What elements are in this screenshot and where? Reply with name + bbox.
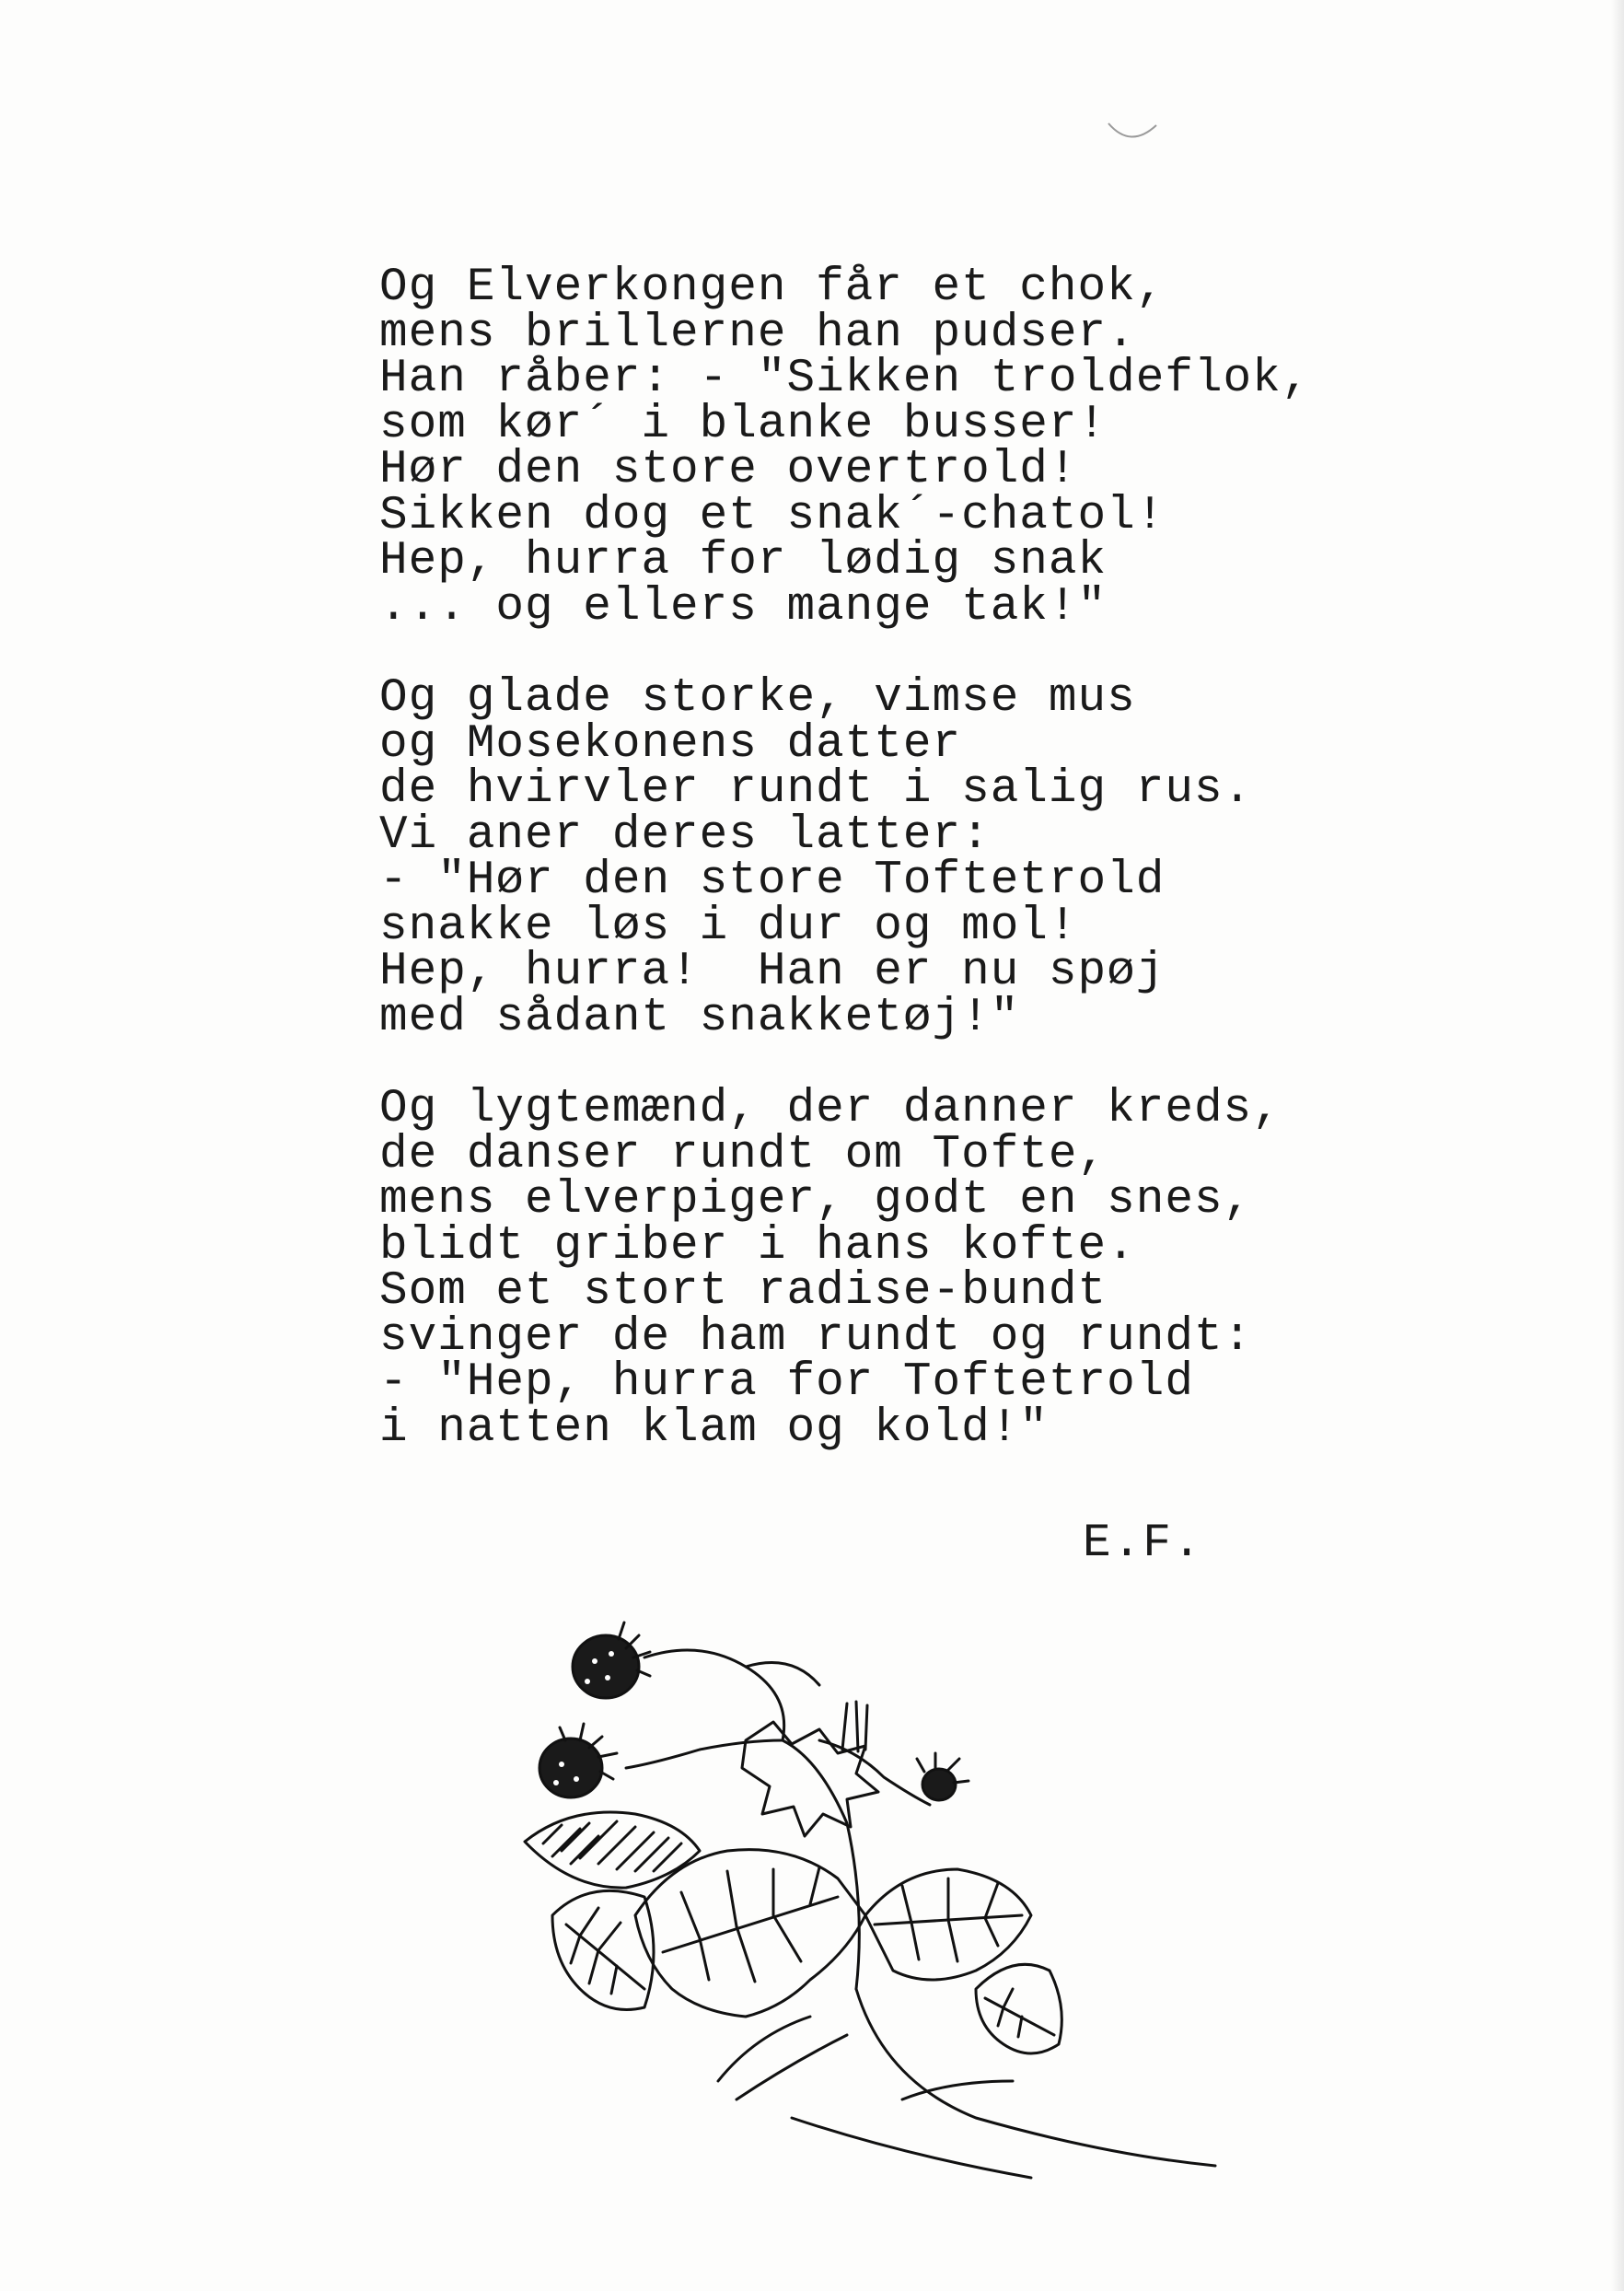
poem-line: mens brillerne han pudser.	[379, 307, 1136, 360]
poem-line: Hep, hurra for lødig snak	[379, 535, 1108, 587]
page-edge-shadow	[1611, 0, 1624, 2291]
leaf-icon	[635, 1850, 865, 2017]
poem-line: Og glade storke, vimse mus	[379, 672, 1136, 725]
poem-line: Sikken dog et snak´-chatol!	[379, 489, 1166, 542]
paper-mark-icon	[1105, 118, 1160, 155]
poem-line: Vi aner deres latter:	[379, 808, 991, 862]
poem-line: de danser rundt om Tofte,	[379, 1128, 1108, 1181]
poem-line: og Mosekonens datter	[379, 717, 962, 771]
strawberry-icon	[539, 1724, 617, 1797]
poem-line: Hør den store overtrold!	[379, 444, 1078, 496]
strawberry-icon	[917, 1753, 969, 1800]
poem-line: - "Hep, hurra for Toftetrold	[379, 1356, 1194, 1409]
poem-line: mens elverpiger, godt en snes,	[379, 1174, 1253, 1227]
leaf-icon	[865, 1869, 1031, 1980]
stanza-3	[379, 1083, 1392, 1455]
poem-line: blidt griber i hans kofte.	[379, 1219, 1136, 1273]
poem-line: med sådant snakketøj!"	[379, 991, 1020, 1044]
poem-line: de hvirvler rundt i salig rus.	[379, 763, 1253, 816]
poem-line: - "Hør den store Toftetrold	[379, 855, 1166, 907]
stanza-1	[379, 262, 1392, 634]
poem-line: Han råber: - "Sikken troldeflok,	[379, 353, 1311, 405]
strawberry-icon	[573, 1622, 650, 1698]
poem-line: Som et stort radise-bundt	[379, 1265, 1108, 1318]
poem-line: som kør´ i blanke busser!	[379, 398, 1108, 451]
poem	[379, 262, 1392, 1497]
poem-line: i natten klam og kold!"	[379, 1401, 1049, 1455]
poem-line: ... og ellers mange tak!"	[379, 580, 1108, 634]
poem-line: snakke løs i dur og mol!	[379, 900, 1078, 953]
poem-line: Og Elverkongen får et chok,	[379, 262, 1166, 314]
poem-line: Og lygtemænd, der danner kreds,	[379, 1083, 1282, 1135]
strawberry-plant-drawing-icon	[516, 1602, 1243, 2210]
leaf-icon	[525, 1812, 700, 1888]
author-signature: E.F.	[1083, 1518, 1203, 1570]
leaf-icon	[976, 1964, 1061, 2053]
poem-line: Hep, hurra! Han er nu spøj	[379, 946, 1166, 998]
stanza-2	[379, 672, 1392, 1044]
poem-line: svinger de ham rundt og rundt:	[379, 1310, 1253, 1364]
